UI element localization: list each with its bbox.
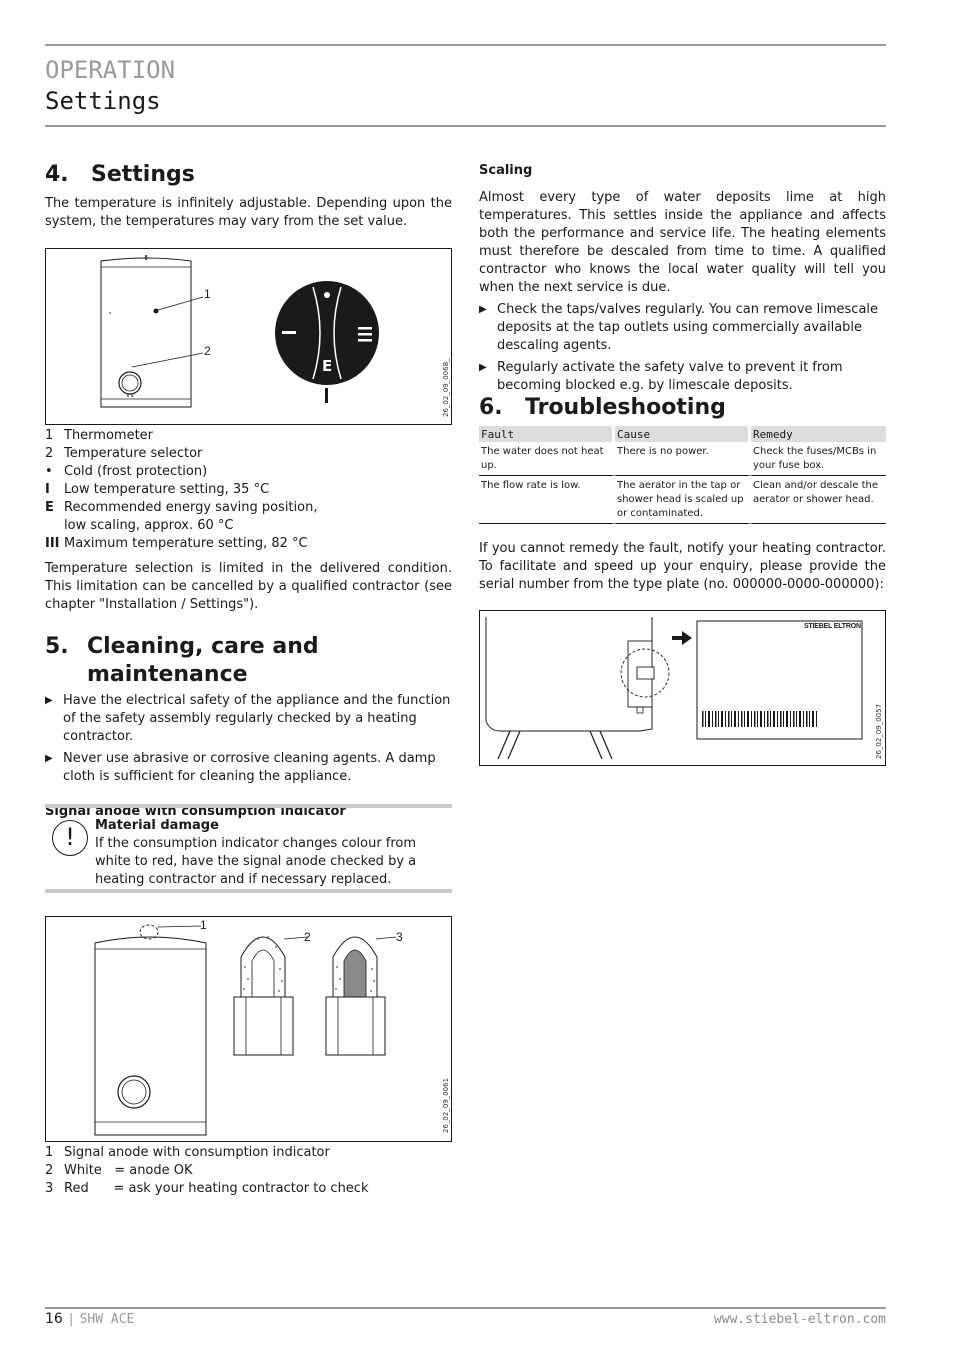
legend-row: III Maximum temperature setting, 82 °C	[45, 536, 308, 551]
cleaning-bullet: ▶ Never use abrasive or corrosive cleaning agents. A damp cloth is sufficient for cleaning the appliance.	[45, 751, 436, 784]
cylinder-dial-illustration	[46, 249, 451, 424]
scaling-bullet: ▶ Check the taps/valves regularly. You can remove limescale deposits at the tap outlets using commercially available descaling agents.	[479, 302, 879, 353]
legend-row: E Recommended energy saving position,	[45, 500, 318, 515]
scaling-heading: Scaling	[479, 163, 533, 178]
page-number: 16	[45, 1311, 63, 1327]
scaling-text: Almost every type of water deposits lime at high temperatures. This settles inside the appliance and affects both the performance and service life. The heating elements must therefore be descaled from time to time. A qualified contractor who knows the local water quality will tell you when the next service is due.	[479, 190, 886, 295]
exclamation-icon: !	[52, 820, 88, 856]
settings-note-block	[45, 560, 452, 614]
signal-anode-figure	[45, 916, 452, 1142]
legend-row: low scaling, approx. 60 °C	[64, 518, 234, 533]
settings-note: Temperature selection is limited in the delivered condition. This limitation can be cancelled by a qualified contractor (see chapter "Installation / Settings").	[45, 561, 452, 612]
cleaning-section	[45, 633, 452, 821]
table-cell: There is no power.	[615, 442, 751, 476]
header-rule-top	[45, 44, 886, 46]
settings-section	[45, 161, 452, 231]
subsection-title: Settings	[45, 87, 161, 115]
arrow-right-icon: ▶	[45, 753, 53, 764]
material-damage-warning	[45, 804, 452, 893]
table-cell: Clean and/or descale the aerator or shower head.	[751, 476, 886, 524]
header-rule-bottom	[45, 125, 886, 127]
anode-legend	[45, 1144, 452, 1198]
troubleshooting-section	[479, 394, 886, 422]
callout-2: 2	[204, 344, 211, 358]
warning-content	[95, 817, 449, 889]
product-name: SHW ACE	[79, 1312, 135, 1327]
footer-left	[45, 1311, 134, 1327]
warning-title: Material damage	[95, 818, 219, 833]
table-row	[479, 442, 886, 476]
table-cell: The water does not heat up.	[479, 442, 615, 476]
dial-eco-mark: E	[322, 357, 333, 375]
legend-row: • Cold (frost protection)	[45, 464, 208, 479]
legend-row: 3 Red = ask your heating contractor to check	[45, 1181, 369, 1196]
barcode-icon	[702, 711, 817, 727]
troubleshooting-heading: 6. Troubleshooting	[479, 395, 726, 420]
warning-text: If the consumption indicator changes colour from white to red, have the signal anode checked by a heating contractor and if necessary replaced.	[95, 836, 417, 887]
scaling-section	[479, 162, 886, 395]
serial-note: If you cannot remedy the fault, notify your heating contractor. To facilitate and speed up your enquiry, please provide the serial number from the type plate (no. 000000-0000-000000):	[479, 541, 886, 592]
table-cell: Check the fuses/MCBs in your fuse box.	[751, 442, 886, 476]
callout-1: 1	[204, 287, 211, 301]
arrow-right-icon: ▶	[479, 362, 487, 373]
anode-heading: Signal anode with consumption indicator	[45, 804, 346, 819]
callout-3: 3	[396, 930, 403, 944]
scaling-bullet: ▶ Regularly activate the safety valve to prevent it from becoming blocked e.g. by limescale deposits.	[479, 360, 843, 393]
legend-row: 1 Signal anode with consumption indicator	[45, 1145, 330, 1160]
table-cell: The aerator in the tap or shower head is scaled up or contaminated.	[615, 476, 751, 524]
legend-row: 1 Thermometer	[45, 428, 154, 443]
footer-rule	[45, 1307, 886, 1309]
arrow-right-icon: ▶	[45, 695, 53, 706]
website-link[interactable]: www.stiebel-eltron.com	[713, 1312, 886, 1327]
serial-note-block	[479, 540, 886, 594]
arrow-right-icon: ▶	[479, 304, 487, 315]
cleaning-heading: 5. Cleaning, care and maintenance	[45, 634, 319, 687]
table-cell: The flow rate is low.	[479, 476, 615, 524]
callout-1: 1	[200, 918, 207, 932]
table-row	[479, 476, 886, 524]
section-title: OPERATION	[45, 56, 176, 84]
cleaning-bullet: ▶ Have the electrical safety of the appliance and the function of the safety assembly regularly checked by a heating contractor.	[45, 693, 451, 744]
settings-heading: 4. Settings	[45, 162, 195, 187]
column-header: Fault	[479, 426, 615, 442]
footer-separator: |	[67, 1312, 76, 1327]
callout-2: 2	[304, 930, 311, 944]
signal-anode-illustration	[46, 917, 451, 1141]
type-plate-illustration	[480, 611, 885, 765]
legend-row: 2 Temperature selector	[45, 446, 203, 461]
column-header: Remedy	[751, 426, 886, 442]
legend-row: 2 White = anode OK	[45, 1163, 193, 1178]
brand-logo-text: STIEBEL ELTRON	[804, 623, 861, 630]
figure-code: 26_02_09_0057	[875, 703, 883, 759]
troubleshooting-table	[479, 426, 886, 524]
temperature-selector-figure	[45, 248, 452, 425]
settings-intro: The temperature is infinitely adjustable. Depending upon the system, the temperatures may vary from the set value.	[45, 196, 452, 229]
figure-code: 26_02_09_0061	[442, 1077, 450, 1133]
type-plate-figure	[479, 610, 886, 766]
legend-row: I Low temperature setting, 35 °C	[45, 482, 270, 497]
column-header: Cause	[615, 426, 751, 442]
figure-code: 26_02_09_0068_	[442, 358, 450, 417]
settings-legend	[45, 427, 452, 553]
table-header-row	[479, 426, 886, 442]
